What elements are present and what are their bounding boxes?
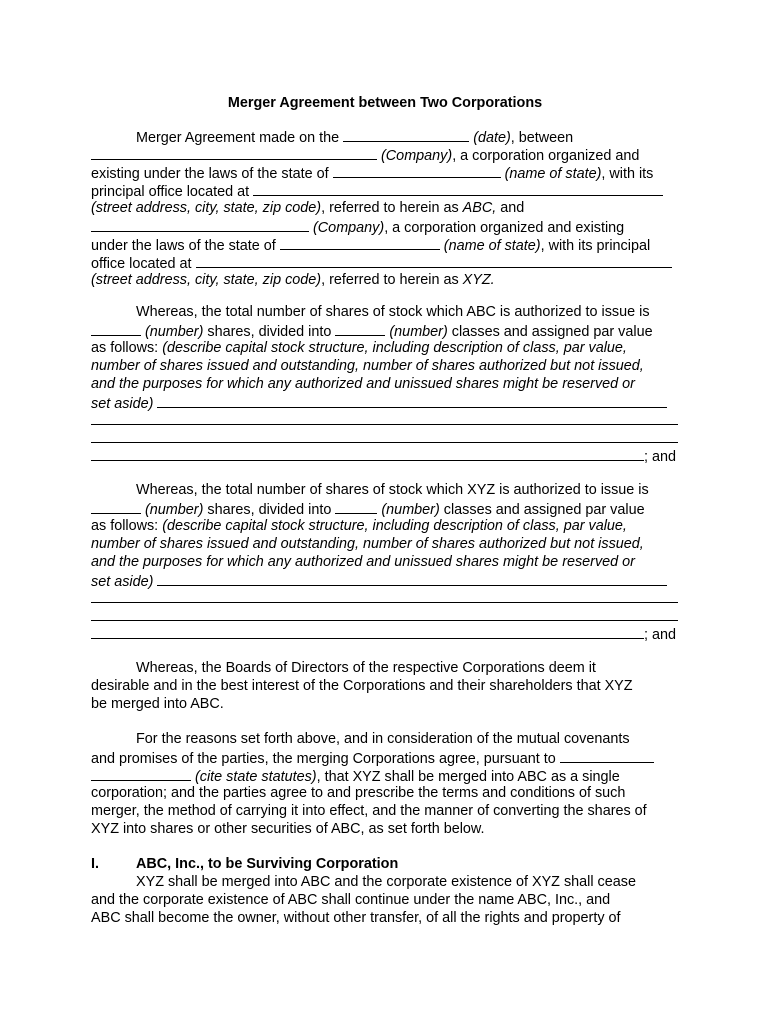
intro-line: existing under the laws of the state of (name of state), with its (91, 163, 653, 181)
document-title: Merger Agreement between Two Corporations (227, 95, 543, 111)
whereas-xyz-line: as follows: (describe capital stock structure, including description of class, par value, (91, 518, 627, 534)
intro-line: (street address, city, state, zip code), referred to herein as XYZ. (91, 272, 495, 288)
state-abc-blank[interactable] (333, 163, 501, 178)
intro-line: (Company), a corporation organized and (91, 145, 639, 163)
company-abc-blank[interactable] (91, 145, 377, 160)
abc-structure-blank[interactable] (157, 393, 667, 408)
whereas-boards-line: desirable and in the best interest of the Corporations and their shareholders that XYZ (91, 678, 633, 694)
reasons-line: merger, the method of carrying it into effect, and the manner of converting the shares of (91, 803, 647, 819)
abc-classes-number-blank[interactable] (335, 321, 385, 336)
reasons-line: For the reasons set forth above, and in consideration of the mutual covenants (136, 731, 630, 747)
section-1-line: and the corporate existence of ABC shall continue under the name ABC, Inc., and (91, 892, 611, 908)
address-abc-blank[interactable] (253, 181, 663, 196)
xyz-classes-number-blank[interactable] (335, 499, 377, 514)
xyz-structure-blank[interactable] (157, 571, 667, 586)
whereas-xyz-line: and the purposes for which any authorized and unissued shares might be reserved or (91, 554, 635, 570)
whereas-abc-line: (number) shares, divided into (number) classes and assigned par value (91, 321, 653, 339)
xyz-structure-blank[interactable] (91, 624, 644, 639)
state-xyz-blank[interactable] (280, 235, 440, 250)
statutes-blank[interactable] (91, 766, 191, 781)
date-blank[interactable] (343, 127, 469, 142)
whereas-abc-line: and the purposes for which any authorized and unissued shares might be reserved or (91, 376, 635, 392)
intro-line: Merger Agreement made on the (date), between (136, 127, 573, 145)
abc-shares-number-blank[interactable] (91, 321, 141, 336)
abc-structure-blank-line[interactable] (91, 424, 678, 425)
intro-line: under the laws of the state of (name of state), with its principal (91, 235, 650, 253)
reasons-line: (cite state statutes), that XYZ shall be merged into ABC as a single (91, 766, 620, 784)
whereas-abc-line: ; and (91, 446, 676, 464)
whereas-xyz-line: (number) shares, divided into (number) classes and assigned par value (91, 499, 645, 517)
whereas-xyz-line: ; and (91, 624, 676, 642)
xyz-structure-blank-line[interactable] (91, 602, 678, 603)
abc-structure-blank[interactable] (91, 446, 644, 461)
reasons-line: and promises of the parties, the merging Corporations agree, pursuant to (91, 748, 654, 766)
whereas-abc-line: as follows: (describe capital stock structure, including description of class, par value, (91, 340, 627, 356)
whereas-abc-line: set aside) (91, 393, 667, 411)
section-1-line: XYZ shall be merged into ABC and the corporate existence of XYZ shall cease (136, 874, 636, 890)
section-1-line: ABC shall become the owner, without other transfer, of all the rights and property of (91, 910, 621, 926)
whereas-boards-line: be merged into ABC. (91, 696, 224, 712)
abc-structure-blank-line[interactable] (91, 442, 678, 443)
address-xyz-blank[interactable] (196, 253, 672, 268)
whereas-boards-line: Whereas, the Boards of Directors of the respective Corporations deem it (136, 660, 596, 676)
intro-line: principal office located at (91, 181, 663, 199)
whereas-xyz-line: number of shares issued and outstanding, number of shares authorized but not issued, (91, 536, 644, 552)
xyz-shares-number-blank[interactable] (91, 499, 141, 514)
whereas-abc-line: number of shares issued and outstanding, number of shares authorized but not issued, (91, 358, 644, 374)
reasons-line: corporation; and the parties agree to and prescribe the terms and conditions of such (91, 785, 626, 801)
whereas-xyz-line: set aside) (91, 571, 667, 589)
intro-line: (Company), a corporation organized and existing (91, 217, 624, 235)
whereas-xyz-line: Whereas, the total number of shares of stock which XYZ is authorized to issue is (136, 482, 649, 498)
whereas-abc-line: Whereas, the total number of shares of stock which ABC is authorized to issue is (136, 304, 650, 320)
intro-line: (street address, city, state, zip code), referred to herein as ABC, and (91, 200, 525, 216)
section-number: I. (91, 856, 99, 872)
xyz-structure-blank-line[interactable] (91, 620, 678, 621)
intro-line: office located at (91, 253, 672, 271)
statutes-blank[interactable] (560, 748, 654, 763)
section-heading: ABC, Inc., to be Surviving Corporation (136, 856, 399, 872)
company-xyz-blank[interactable] (91, 217, 309, 232)
reasons-line: XYZ into shares or other securities of ABC, as set forth below. (91, 821, 485, 837)
